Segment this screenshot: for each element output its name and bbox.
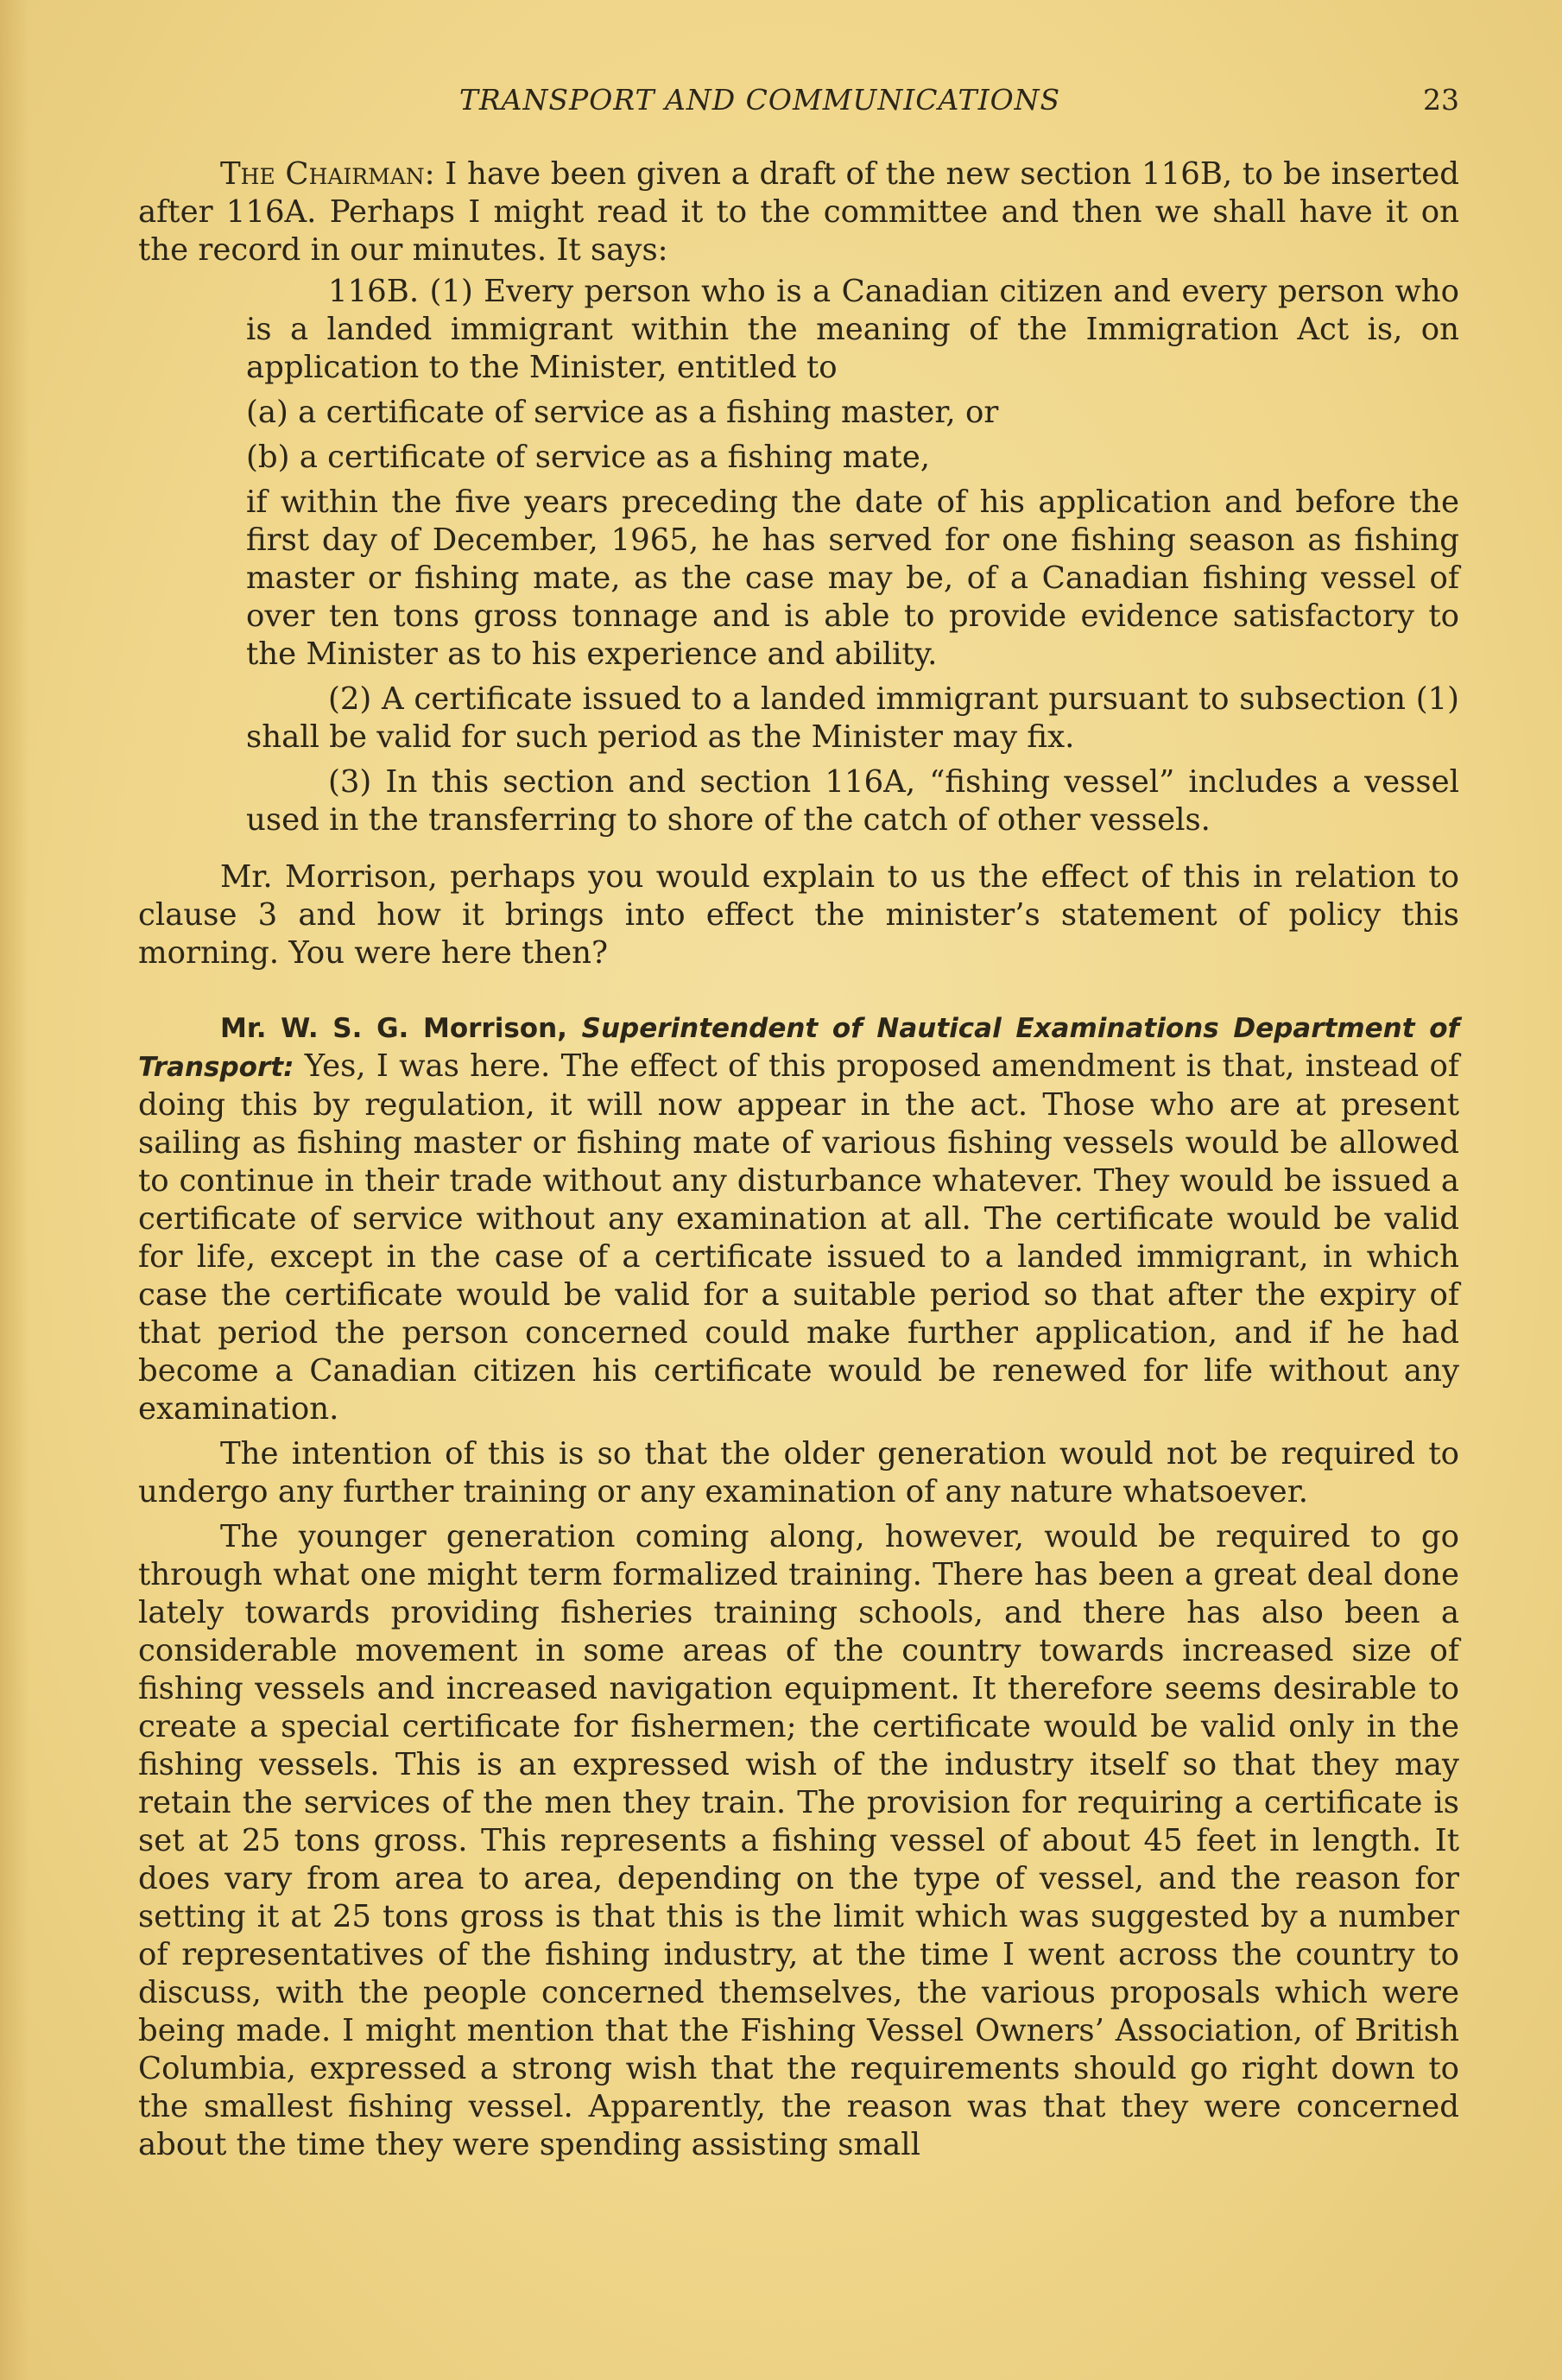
speaker-morrison-title: Superintendent of Nautical Examinations Department of Transport: bbox=[138, 1013, 1459, 1083]
running-head-title: TRANSPORT AND COMMUNICATIONS bbox=[458, 83, 1061, 117]
quoted-section-116b bbox=[246, 273, 1459, 839]
chairman-intro-text: I have been given a draft of the new section 116B, to be inserted after 116A. Perhaps I might read it to the committee and then we shall have it on the record in our minutes. It says: bbox=[138, 156, 1459, 268]
paragraph-older-generation: The intention of this is so that the older generation would not be required to undergo any further training or any examination of any nature whatsoever. bbox=[138, 1436, 1459, 1510]
clause-b: (b) a certificate of service as a fishing mate, bbox=[246, 440, 930, 475]
subsection-2: (2) A certificate issued to a landed immigrant pursuant to subsection (1) shall be valid for such period as the Minister may fix. bbox=[246, 681, 1459, 755]
morrison-response bbox=[138, 1009, 1459, 1428]
page-number: 23 bbox=[1423, 83, 1459, 117]
subsection-3: (3) In this section and section 116A, “fishing vessel” includes a vessel used in the transferring to shore of the catch of other vessels. bbox=[246, 764, 1459, 838]
morrison-response-text: Yes, I was here. The effect of this proposed amendment is that, instead of doing this by regulation, it will now appear in the act. Those who are at present sailing as fishing master or fishing mate of various fishing vessels would be allowed to continue in their trade without any disturbance whatever. They would be issued a certificate of service without any examination at all. The certificate would be valid for life, except in the case of a certificate issued to a landed immigrant, in which case the certificate would be valid for a suitable period so that after the expiry of that period the person concerned could make further application, and if he had become a Canadian citizen his certificate would be renewed for life without any examination. bbox=[138, 1048, 1459, 1427]
paragraph-younger-generation: The younger generation coming along, however, would be required to go through what one might term formalized training. There has been a great deal done lately towards providing fisheries training schools, and there has also been a considerable movement in some areas of the country towards increased size of fishing vessels and increased navigation equipment. It therefore seems desirable to create a special certificate for fishermen; the certificate would be valid only in the fishing vessels. This is an expressed wish of the industry itself so that they may retain the services of the men they train. The provision for requiring a certificate is set at 25 tons gross. This represents a fishing vessel of about 45 feet in length. It does vary from area to area, depending on the type of vessel, and the reason for setting it at 25 tons gross is that this is the limit which was suggested by a number of representatives of the fishing industry, at the time I went across the country to discuss, with the people concerned themselves, the various proposals which were being made. I might mention that the Fishing Vessel Owners’ Association, of British Columbia, expressed a strong wish that the requirements should go right down to the smallest fishing vessel. Apparently, the reason was that they were concerned about the time they were spending assisting small bbox=[138, 1519, 1459, 2162]
speaker-chairman: The Chairman: bbox=[220, 156, 435, 192]
clause-a: (a) a certificate of service as a fishing master, or bbox=[246, 395, 999, 430]
page-body bbox=[138, 155, 1459, 2164]
running-head bbox=[138, 83, 1459, 121]
chairman-question: Mr. Morrison, perhaps you would explain to us the effect of this in relation to clause 3 and how it brings into effect the minister’s statement of policy this morning. You were here then? bbox=[138, 859, 1459, 971]
chairman-intro bbox=[138, 155, 1459, 269]
section-continuation: if within the five years preceding the date of his application and before the first day of December, 1965, he has served for one fishing season as fishing master or fishing mate, as the case may be, of a Canadian fishing vessel of over ten tons gross tonnage and is able to provide evidence satisfactory to the Minister as to his experience and ability. bbox=[246, 484, 1459, 672]
subsection-1: 116B. (1) Every person who is a Canadian citizen and every person who is a landed immigrant within the meaning of the Immigration Act is, on application to the Minister, entitled to bbox=[246, 274, 1459, 385]
speaker-morrison: Mr. W. S. G. Morrison, bbox=[220, 1013, 567, 1044]
page-edge-shadow bbox=[0, 0, 29, 2380]
